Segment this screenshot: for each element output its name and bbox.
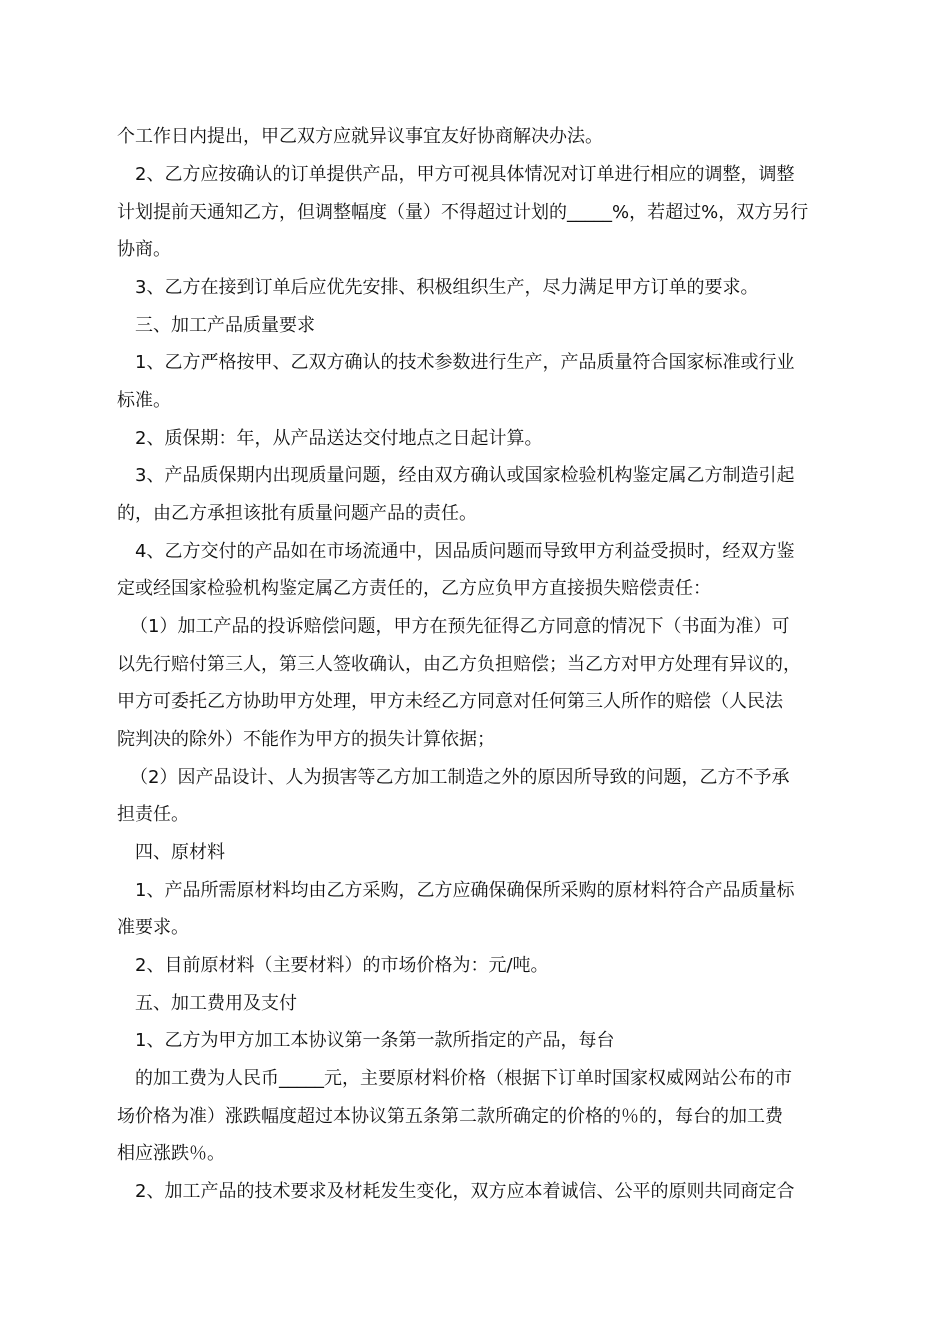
text-line: 2、加工产品的技术要求及材耗发生变化，双方应本着诚信、公平的原则共同商定合 [135, 1181, 795, 1202]
text-line: 3、乙方在接到订单后应优先安排、积极组织生产，尽力满足甲方订单的要求。 [135, 277, 759, 298]
text-line: 个工作日内提出，甲乙双方应就异议事宜友好协商解决办法。 [117, 126, 603, 147]
text-line: 定或经国家检验机构鉴定属乙方责任的，乙方应负甲方直接损失赔偿责任： [117, 578, 711, 599]
text-line: 协商。 [117, 239, 171, 260]
text-line: 3、产品质保期内出现质量问题，经由双方确认或国家检验机构鉴定属乙方制造引起 [135, 465, 795, 486]
text-line: 2、乙方应按确认的订单提供产品，甲方可视具体情况对订单进行相应的调整，调整 [135, 164, 795, 185]
text-line: 的加工费为人民币_____元，主要原材料价格（根据下订单时国家权威网站公布的市 [135, 1068, 792, 1089]
section-heading: 五、加工费用及支付 [135, 993, 297, 1014]
text-line: 1、乙方为甲方加工本协议第一条第一款所指定的产品，每台 [135, 1030, 615, 1051]
text-line: （1）加工产品的投诉赔偿问题，甲方在预先征得乙方同意的情况下（书面为准）可 [130, 616, 790, 637]
text-line: 准要求。 [117, 917, 189, 938]
text-line: 以先行赔付第三人，第三人签收确认，由乙方负担赔偿；当乙方对甲方处理有异议的， [117, 654, 801, 675]
text-line: 2、质保期：年，从产品送达交付地点之日起计算。 [135, 428, 543, 449]
text-line: 2、目前原材料（主要材料）的市场价格为：元/吨。 [135, 955, 549, 976]
section-heading: 三、加工产品质量要求 [135, 315, 315, 336]
text-line: 院判决的除外）不能作为甲方的损失计算依据； [117, 729, 495, 750]
text-line: 场价格为准）涨跌幅度超过本协议第五条第二款所确定的价格的％的，每台的加工费 [117, 1106, 783, 1127]
text-line: 4、乙方交付的产品如在市场流通中，因品质问题而导致甲方利益受损时，经双方鉴 [135, 541, 795, 562]
text-line: 的，由乙方承担该批有质量问题产品的责任。 [117, 503, 477, 524]
text-line: 标准。 [117, 390, 171, 411]
text-line: 1、乙方严格按甲、乙双方确认的技术参数进行生产，产品质量符合国家标准或行业 [135, 352, 795, 373]
text-line: 担责任。 [117, 804, 189, 825]
text-line: 计划提前天通知乙方，但调整幅度（量）不得超过计划的_____%，若超过%，双方另行 [117, 202, 809, 223]
section-heading: 四、原材料 [135, 842, 225, 863]
text-line: 1、产品所需原材料均由乙方采购，乙方应确保确保所采购的原材料符合产品质量标 [135, 880, 795, 901]
text-line: 甲方可委托乙方协助甲方处理，甲方未经乙方同意对任何第三人所作的赔偿（人民法 [117, 691, 783, 712]
text-line: （2）因产品设计、人为损害等乙方加工制造之外的原因所导致的问题，乙方不予承 [130, 767, 790, 788]
text-line: 相应涨跌％。 [117, 1143, 225, 1164]
